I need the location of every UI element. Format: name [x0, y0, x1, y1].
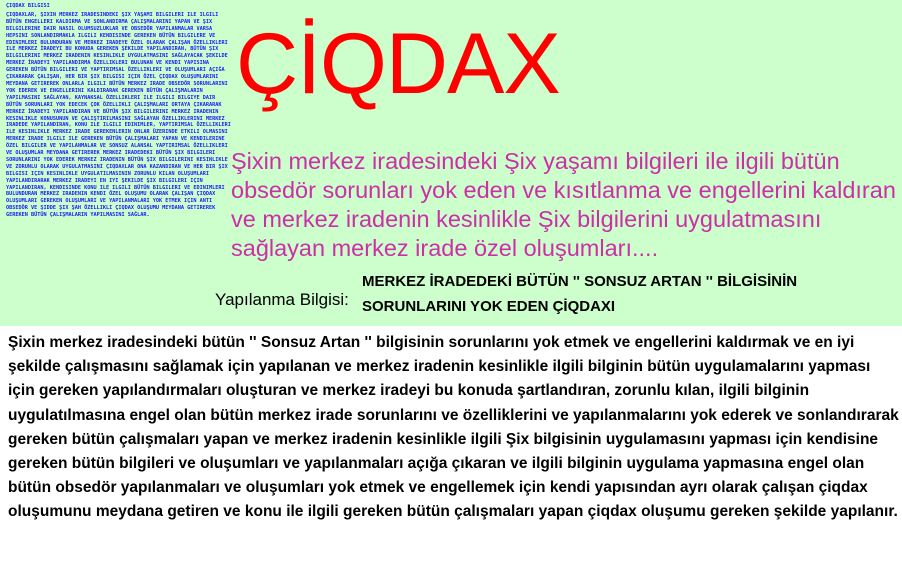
info-text-block [6, 3, 231, 219]
info-title: ÇIQDAX BILGISI [6, 3, 50, 9]
body-paragraph: Şixin merkez iradesindeki bütün '' Sonsuz Artan '' bilgisinin sorunlarını yok etmek ve engellerini kaldırmak ve en iyi şekilde çalışmasını sağlamak için yapılanan ve merkez iradenin kesinlikle ilgili bilginin bütün uygulamalarını yapması için gereken yapılandırmaları oluşturan ve merkez iradeyi bu konuda şartlandıran, zorunlu kılan, ilgili bilginin uygulatılmasına engel olan bütün merkez irade sorunlarını ve özelliklerini ve yapılanmalarını yok ederek ve sonlandırarak gereken bütün çalışmaları yapan ve merkez iradenin kesinlikle ilgili Şix bilgisinin uygulamasını yapması için kendisine gereken bütün bilgileri ve oluşumları ve yapılanmaları açığa çıkaran ve ilgili bilginin uygulama yapmasına engel olan bütün obsedör yapılanmaları ve oluşumları yok etmek ve engellemek için kendi yapısından ayrı olarak çalışan çiqdax oluşumunu meydana getiren ve konu ile ilgili gereken bütün çalışmaları yapan çiqdax oluşumu gereken şekilde yapılanır. [8, 334, 899, 521]
info-paragraph: ÇIQDAXLAR, ŞIXIN MERKEZ IRADESINDEKI ŞIX YAŞAMI BILGILERI ILE ILGILI BÜTÜN ENGELLERI KALDIRMA VE SONLANDIRMA ÇALIŞMALARINI YAPAN VE ŞIX BILGILERINE DAIR NASIL OLUMSUZLUKLAR VE OBSEDÖR YAPILANMALAR VARSA HEPSINI SONLANDIRMAKLA ILGILI KENDISINDE GEREKEN BÜTÜN BILGILERE VE EDINIMLERI BULUNDURAN VE MERKEZ IRADEYE ÖZEL OLARAK ÇALIŞAN ÖZELLIKLERI ILE MERKEZ İRADEYI BU KONUDA GEREKEN ŞEKILDE YAPILANDIRAN, BÜTÜN ŞIX BILGILERINI MERKEZ IRADENIN KESINLIKLE UYGULATMASINI SAĞLAYACAK ŞEKILDE MERKEZ İRADEYI YAPILANDIRMA ÖZELLIKLERI BULUNAN VE KENDI YAPISINA GEREKEN BÜTÜN BILGILERI VE YAPTIRIMSAL ÖZELLIKLERI VE OLUŞUMLARI AÇIĞA ÇIKARARAK ÇALIŞAN, HER BIR ŞIX BILGISI IÇIN ÖZEL ÇIQDAX OLUŞUMLARINI MEYDANA GETIREREK ONLARLA ILGILI BÜTÜN MERKEZ IRADE OBSEDÖR SORUNLARINI YOK EDEREK VE ENGELLERINI KALDIRARAK GEREKEN BÜTÜN ÇALIŞMALARIN YAPILMASINI SAĞLAYAN, KAYNAKSAL ÖZELLIKLERI ILE ILGILI BILGIYE DAIR BÜTÜN SORUNLARI YOK EDECEK ÇOK ÖZELLIKLI ÇALIŞMALARI ORTAYA ÇIKARARAK MERKEZ İRADEYI YAPILANDIRAN VE BÜTÜN ŞIX BILGILERINI MERKEZ IRADENIN KESINLIKLE KONUSUNUN VE ÇALIŞTIRILMASINI SAĞLAYAN ÖZELLIKLERINI MERKEZ IRADEDE YAPILANDIRAN, KONU ILE ILGILI EDINIMLER, YAPTIRIMSAL ÖZELLIKLERI ILE KESINLIKLE MERKEZ IRADE GEREKENLERIN ONLAR ÜZERINDE ETKILI OLMASINI MERKEZ IRADE ILGILI ILE GEREKEN BÜTÜN ÇALIŞMALARI YAPAN VE KENDILERINE ÖZEL BILGILER VE YAPILANMALAR VE SONSUZ ALANSAL YAPTIRIMSAL ÖZELLIKLERI VE OLUŞUMLAR MEYDANA GETIREREK MERKEZ IRADEDEKI BÜTÜN ŞIX BILGILERI SORUNLARINI YOK EDEREK MERKEZ IRADENIN BÜTÜN ŞIX BILGILERINI KESINLIKLE VE ZORUNLU OLARAK UYGULATMASINI ÇIQDAXLAR ONA KAZANDIRAN VE HER BIR ŞIX BILGISI IÇIN KESINLIKLE UYGULATILMASININ ZORUNLU KILAN OLUŞUMLARI YAPILANDIRARAK MERKEZ IRADEYI EN IYI ŞEKILDE ŞIX BILGILERI IÇIN YAPILANDIRAN, KENDISINDE KONU ILE ILGILI BÜTÜN BILGILERI VE EDINIMLERI BULUNDURAN MERKEZ IRADENIN KENDI ÖZEL OLUŞUMU OLARAK ÇALIŞAN ÇIQDAX OLUŞUMLARI GEREKEN OLUŞUMLARI VE YAPILANMALARI YOK ETMEK IÇIN ANTI OBSEDÖR VE ŞIDDE ŞIX ŞAH ÖZELLIKLI ÇIQDAX OLUŞUMU MEYDANA GETIREREK GEREKEN BÜTÜN ÇALIŞMALARIN YAPILMASINI SAĞLAR. [6, 11, 231, 219]
structure-value: MERKEZ İRADEDEKİ BÜTÜN '' SONSUZ ARTAN '' BİLGİSİNİN SORUNLARINI YOK EDEN ÇİQDAXI [362, 273, 798, 315]
description-text: Şixin merkez iradesindeki Şix yaşamı bilgileri ile ilgili bütün obsedör sorunları yok eden ve kısıtlanma ve engellerini kaldıran ve merkez iradenin kesinlikle Şix bilgilerini uygulatmasını sağlayan merkez irade özel oluşumları.... [231, 148, 896, 261]
structure-label: Yapılanma Bilgisi: [215, 290, 349, 309]
page-title: ÇİQDAX [236, 16, 560, 112]
